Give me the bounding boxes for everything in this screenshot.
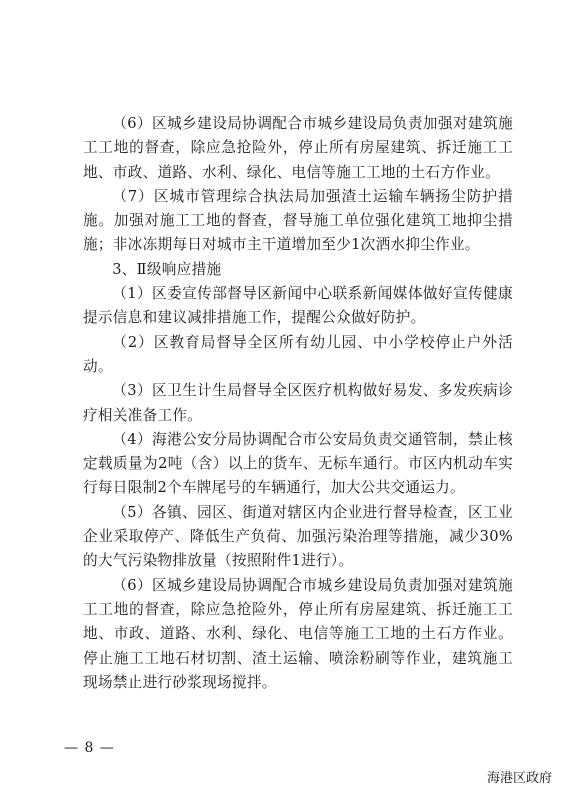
- paragraph-item-3-health: （3）区卫生计生局督导全区医疗机构做好易发、多发疾病诊疗相关准备工作。: [83, 382, 513, 424]
- paragraph-item-1-publicity: （1）区委宣传部督导区新闻中心联系新闻媒体做好宣传健康提示信息和建议减排措施工作，提醒公众做好防护。: [83, 285, 513, 327]
- page-number: — 8 —: [64, 740, 115, 756]
- paragraph-item-7-urban-management: （7）区城市管理综合执法局加强渣土运输车辆扬尘防护措施。加强对施工工地的督查，督导施工单位强化建筑工地抑尘措施；非冰冻期每日对城市主干道增加至少1次洒水抑尘作业。: [83, 187, 513, 254]
- paragraph-item-6-construction-restrictions: （6）区城乡建设局协调配合市城乡建设局负责加强对建筑施工工地的督查，除应急抢险外，停止所有房屋建筑、拆迁施工工地、市政、道路、水利、绿化、电信等施工工地的土石方作业。停止施工工地石材切割、渣土运输、喷涂粉刷等作业，建筑施工现场禁止进行砂浆现场搅拌。: [83, 576, 513, 691]
- paragraph-item-2-education: （2）区教育局督导全区所有幼儿园、中小学校停止户外活动。: [83, 333, 513, 375]
- paragraph-item-6-construction-supervision: （6）区城乡建设局协调配合市城乡建设局负责加强对建筑施工工地的督查，除应急抢险外，停止所有房屋建筑、拆迁施工工地、市政、道路、水利、绿化、电信等施工工地的土石方作业。: [83, 115, 513, 181]
- paragraph-item-4-traffic-control: （4）海港公安分局协调配合市公安局负责交通管制，禁止核定载质量为2吨（含）以上的货车、无标车通行。市区内机动车实行每日限制2个车牌尾号的车辆通行，加大公共交通运力。: [83, 430, 513, 497]
- source-watermark: 海港区政府: [486, 771, 552, 786]
- paragraph-item-5-industry-emissions: （5）各镇、园区、街道对辖区内企业进行督导检查，区工业企业采取停产、降低生产负荷、加强污染治理等措施，减少30%的大气污染物排放量（按照附件1进行）。: [83, 503, 513, 570]
- document-body: [83, 112, 513, 695]
- section-heading-level-2-response: 3、Ⅱ级响应措施: [112, 260, 222, 278]
